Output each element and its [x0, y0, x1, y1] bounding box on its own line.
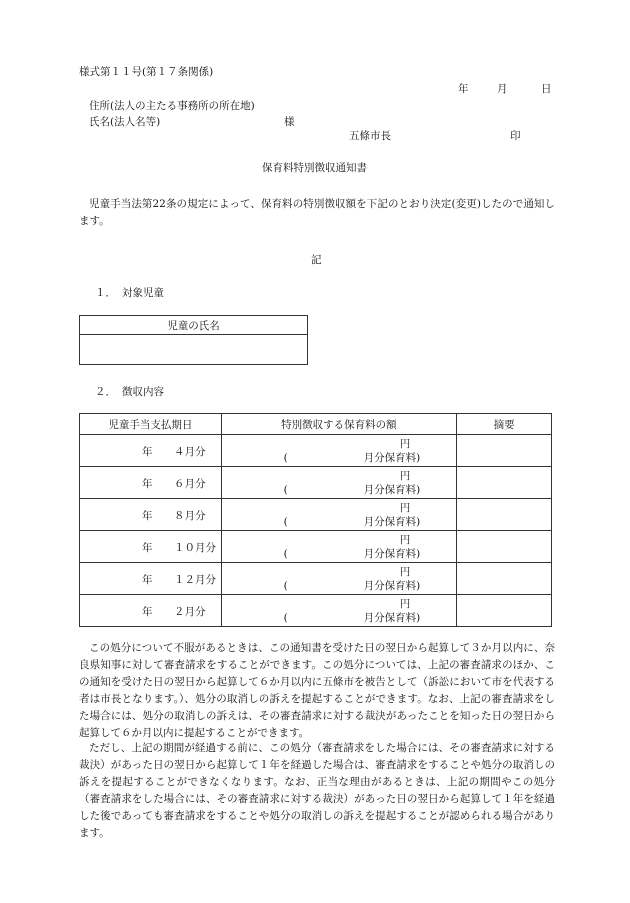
yen-unit: 円 — [399, 533, 411, 546]
honorific-sama: 様 — [284, 116, 295, 128]
remarks-cell — [457, 531, 552, 563]
header-amount: 特別徴収する保育料の額 — [221, 414, 457, 435]
document-title: 保育料特別徴収通知書 — [262, 162, 367, 174]
name-label: 氏名(法人名等) — [89, 116, 161, 128]
appeal-notice-paragraph-1: この処分について不服があるときは、この通知書を受けた日の翌日から起算して３か月以内に、奈良県知事に対して審査請求をすることができます。この処分については、上記の審査請求のほか、この通知を受けた日の翌日から起算して６か月以内に五條市を被告として（訴訟において市を代表する者は市長となります。）、処分の取消しの訴えを提起することができます。なお、上記の審査請求をした場合には、処分の取消しの訴えは、その審査請求に対する裁決があったことを知った日の翌日から起算して６か月以内に提起することができます。 — [79, 642, 555, 739]
period-year: 年 — [142, 606, 153, 618]
amount-cell — [221, 595, 457, 627]
open-paren: ( — [283, 579, 288, 592]
period-year: 年 — [142, 478, 153, 490]
appeal-notice-paragraph-2: ただし、上記の期間が経過する前に、この処分（審査請求をした場合には、その審査請求に対する裁決）があった日の翌日から起算して１年を経過した場合は、審査請求をすることや処分の取消しの訴えを提起することができなくなります。なお、正当な理由があるときは、上記の期間やこの処分（審査請求をした場合には、その審査請求に対する裁決）があった日の翌日から起算して１年を経過した後であっても審査請求をすることや処分の取消しの訴えを提起することが認められる場合があります。 — [79, 742, 555, 839]
monthly-fee-label: 月分保育料) — [363, 515, 421, 528]
seal-mark: 印 — [510, 130, 521, 142]
payment-period-cell — [80, 563, 222, 595]
remarks-cell — [457, 467, 552, 499]
intro-paragraph: 児童手当法第22条の規定によって、保育料の特別徴収額を下記のとおり決定(変更)したので通知します。 — [79, 198, 555, 227]
yen-unit: 円 — [399, 597, 411, 610]
remarks-cell — [457, 435, 552, 467]
yen-unit: 円 — [399, 469, 411, 482]
form-number: 様式第１１号(第１７条関係) — [79, 66, 214, 78]
period-month: ６月分 — [174, 478, 206, 490]
monthly-fee-label: 月分保育料) — [363, 579, 421, 592]
section2-number: ２． — [95, 386, 116, 398]
date-month-label: 月 — [497, 83, 508, 95]
child-table-header: 児童の氏名 — [80, 316, 308, 335]
monthly-fee-label: 月分保育料) — [363, 547, 421, 560]
open-paren: ( — [283, 515, 288, 528]
monthly-fee-label: 月分保育料) — [363, 483, 421, 496]
remarks-cell — [457, 499, 552, 531]
period-month: ４月分 — [174, 446, 206, 458]
table-row — [80, 435, 552, 467]
amount-cell — [221, 499, 457, 531]
period-month: ２月分 — [174, 606, 206, 618]
period-year: 年 — [142, 542, 153, 554]
period-month: ８月分 — [174, 510, 206, 522]
remarks-cell — [457, 563, 552, 595]
table-row — [80, 563, 552, 595]
amount-cell — [221, 563, 457, 595]
issuer-mayor: 五條市長 — [349, 130, 391, 142]
monthly-fee-label: 月分保育料) — [363, 451, 421, 464]
child-table — [79, 315, 308, 365]
table-row — [80, 531, 552, 563]
collection-table-header-row — [80, 414, 552, 435]
payment-period-cell — [80, 499, 222, 531]
payment-period-cell — [80, 595, 222, 627]
payment-period-cell — [80, 467, 222, 499]
child-name-cell — [80, 335, 308, 365]
payment-period-cell — [80, 435, 222, 467]
section1-label: 対象児童 — [122, 287, 164, 299]
period-month: １０月分 — [174, 542, 216, 554]
date-year-label: 年 — [458, 83, 469, 95]
header-payment-date: 児童手当支払期日 — [80, 414, 222, 435]
section2-label: 徴収内容 — [122, 386, 164, 398]
payment-period-cell — [80, 531, 222, 563]
remarks-cell — [457, 595, 552, 627]
section1-number: １． — [95, 287, 116, 299]
date-day-label: 日 — [541, 83, 552, 95]
period-month: １２月分 — [174, 574, 216, 586]
table-row — [80, 499, 552, 531]
collection-table — [79, 413, 552, 627]
open-paren: ( — [283, 547, 288, 560]
open-paren: ( — [283, 483, 288, 496]
period-year: 年 — [142, 510, 153, 522]
monthly-fee-label: 月分保育料) — [363, 611, 421, 624]
period-year: 年 — [142, 446, 153, 458]
table-row — [80, 467, 552, 499]
yen-unit: 円 — [399, 565, 411, 578]
amount-cell — [221, 435, 457, 467]
open-paren: ( — [283, 611, 288, 624]
address-label: 住所(法人の主たる事務所の所在地) — [89, 100, 255, 112]
header-remarks: 摘要 — [457, 414, 552, 435]
table-row — [80, 595, 552, 627]
amount-cell — [221, 531, 457, 563]
ki-marker: 記 — [311, 254, 322, 266]
yen-unit: 円 — [399, 501, 411, 514]
yen-unit: 円 — [399, 437, 411, 450]
open-paren: ( — [283, 451, 288, 464]
period-year: 年 — [142, 574, 153, 586]
amount-cell — [221, 467, 457, 499]
